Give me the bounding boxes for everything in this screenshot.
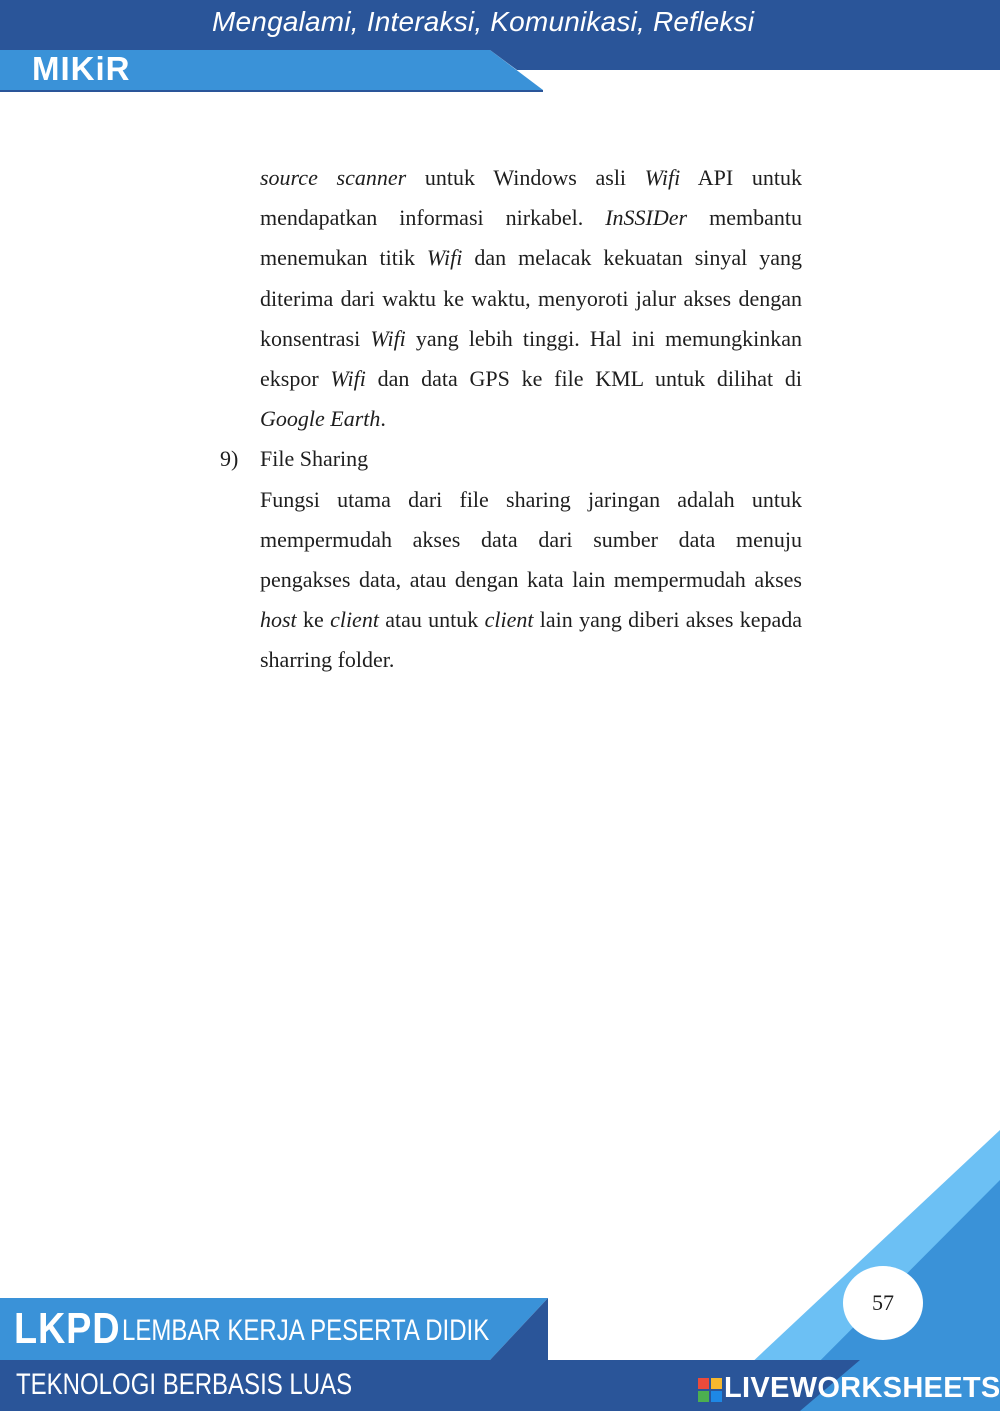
term-host: host <box>260 607 297 633</box>
liveworksheets-logo-icon <box>698 1378 722 1402</box>
list-item-file-sharing <box>220 439 802 479</box>
list-item-number: 9) <box>220 446 239 472</box>
term-client: client <box>330 607 379 633</box>
term-wifi: Wifi <box>330 366 366 392</box>
footer-subject: TEKNOLOGI BERBASIS LUAS <box>16 1368 353 1401</box>
paragraph-file-sharing: Fungsi utama dari file sharing jaringan adalah untuk mempermudah akses data dari sumber data menuju pengakses data, atau dengan kata lain mempermudah akses host ke client atau untuk client lain yang diberi akses kepada sharring folder. <box>260 486 803 673</box>
footer-lkpd-full: LEMBAR KERJA PESERTA DIDIK <box>122 1314 490 1347</box>
watermark-liveworksheets: LIVEWORKSHEETS <box>724 1372 1000 1404</box>
term-source-scanner: source scanner <box>260 165 407 190</box>
page-content <box>220 158 803 681</box>
paragraph-inssider: source scanner untuk Windows asli Wifi API untuk mendapatkan informasi nirkabel. InSSIDer membantu menemukan titik Wifi dan melacak kekuatan sinyal yang diterima dari waktu ke waktu, menyoroti jalur akses dengan konsentrasi Wifi yang lebih tinggi. Hal ini memungkinkan ekspor Wifi dan data GPS ke file KML untuk dilihat di Google Earth. <box>260 165 803 432</box>
term-wifi: Wifi <box>644 165 681 190</box>
header-title: Mengalami, Interaksi, Komunikasi, Refleksi <box>212 6 755 37</box>
term-inssider: InSSIDer <box>605 205 688 231</box>
page-number: 57 <box>843 1266 923 1340</box>
term-wifi: Wifi <box>370 325 406 351</box>
list-item-heading: File Sharing <box>260 446 369 472</box>
term-wifi: Wifi <box>426 245 463 271</box>
term-google-earth: Google Earth <box>260 406 381 432</box>
footer-lkpd: LKPD <box>14 1304 121 1353</box>
header-brand: MIKiR <box>32 50 131 87</box>
term-client: client <box>484 607 534 633</box>
